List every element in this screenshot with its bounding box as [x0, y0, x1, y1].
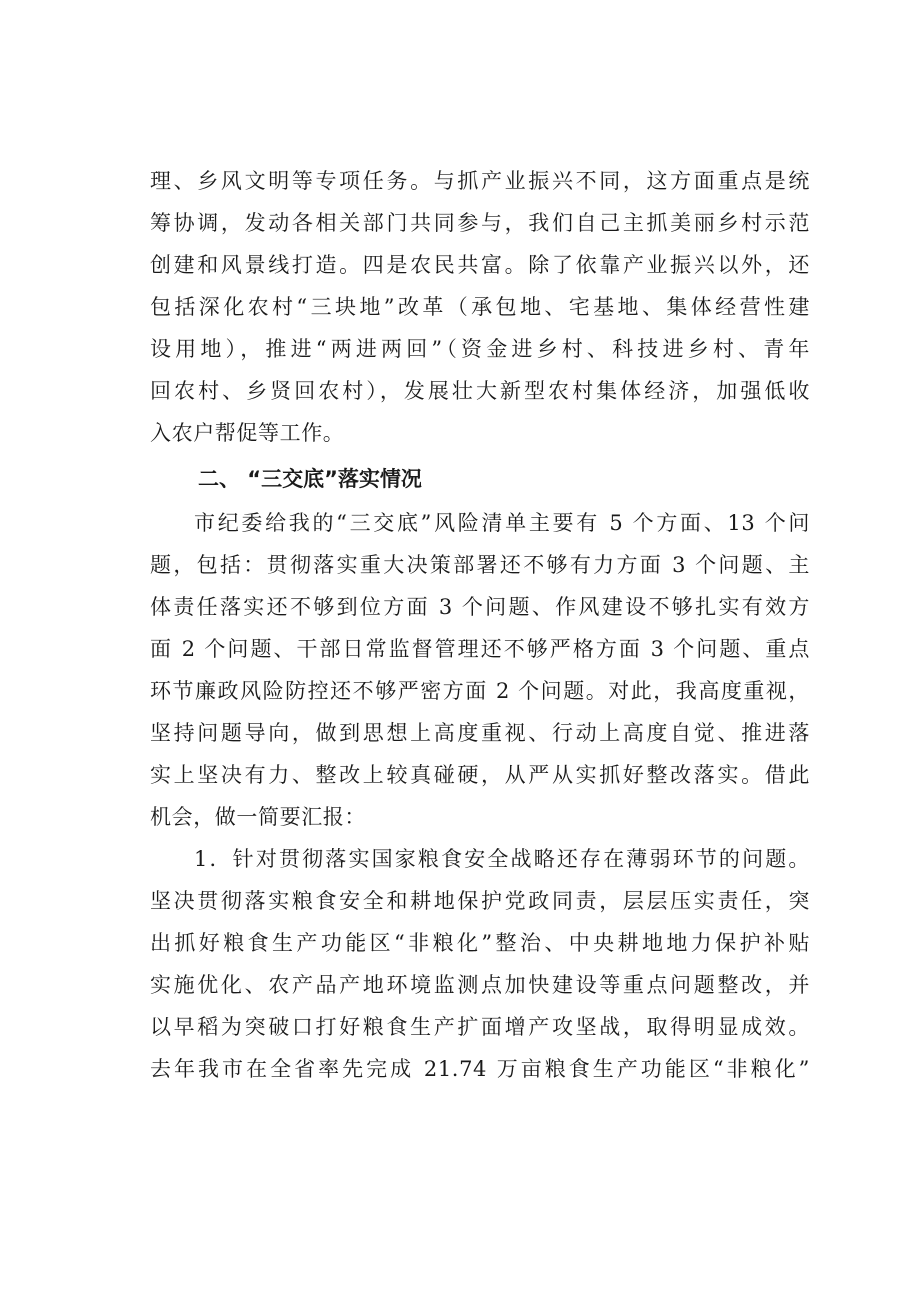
text-line: 设用地），推进“两进两回”（资金进乡村、科技进乡村、青年 — [150, 337, 810, 361]
text-line: 创建和风景线打造。四是农民共富。除了依靠产业振兴以外，还 — [150, 253, 810, 277]
text-line: 出抓好粮食生产功能区“非粮化”整治、中央耕地地力保护补贴 — [150, 931, 810, 955]
section-heading: 二、 “三交底”落实情况 — [198, 467, 422, 491]
text-line: 面 2 个问题、干部日常监督管理还不够严格方面 3 个问题、重点 — [150, 637, 810, 661]
text-line: 入农户帮促等工作。 — [150, 421, 345, 445]
text-line: 1．针对贯彻落实国家粮食安全战略还存在薄弱环节的问题。 — [194, 847, 810, 871]
text-line: 题，包括：贯彻落实重大决策部署还不够有力方面 3 个问题、主 — [150, 553, 810, 577]
text-line: 机会，做一简要汇报： — [150, 805, 366, 829]
paragraph-rural-revitalization — [150, 160, 810, 454]
paragraph-risk-list — [150, 502, 810, 838]
text-line: 筹协调，发动各相关部门共同参与，我们自己主抓美丽乡村示范 — [150, 211, 810, 235]
text-line: 环节廉政风险防控还不够严密方面 2 个问题。对此，我高度重视， — [150, 679, 810, 703]
text-line: 包括深化农村“三块地”改革（承包地、宅基地、集体经营性建 — [150, 295, 810, 319]
text-line: 体责任落实还不够到位方面 3 个问题、作风建设不够扎实有效方 — [150, 595, 810, 619]
text-line: 理、乡风文明等专项任务。与抓产业振兴不同，这方面重点是统 — [150, 169, 810, 193]
text-line: 回农村、乡贤回农村），发展壮大新型农村集体经济，加强低收 — [150, 379, 810, 403]
text-line: 去年我市在全省率先完成 21.74 万亩粮食生产功能区“非粮化” — [150, 1057, 810, 1081]
text-line: 坚决贯彻落实粮食安全和耕地保护党政同责，层层压实责任，突 — [150, 889, 810, 913]
text-line: 实上坚决有力、整改上较真碰硬，从严从实抓好整改落实。借此 — [150, 763, 810, 787]
text-line: 实施优化、农产品产地环境监测点加快建设等重点问题整改，并 — [150, 973, 810, 997]
document-body — [150, 160, 810, 1090]
paragraph-grain-security — [150, 838, 810, 1090]
text-line: 市纪委给我的“三交底”风险清单主要有 5 个方面、13 个问 — [194, 511, 810, 535]
text-line: 坚持问题导向，做到思想上高度重视、行动上高度自觉、推进落 — [150, 721, 810, 745]
text-line: 以早稻为突破口打好粮食生产扩面增产攻坚战，取得明显成效。 — [150, 1015, 810, 1039]
